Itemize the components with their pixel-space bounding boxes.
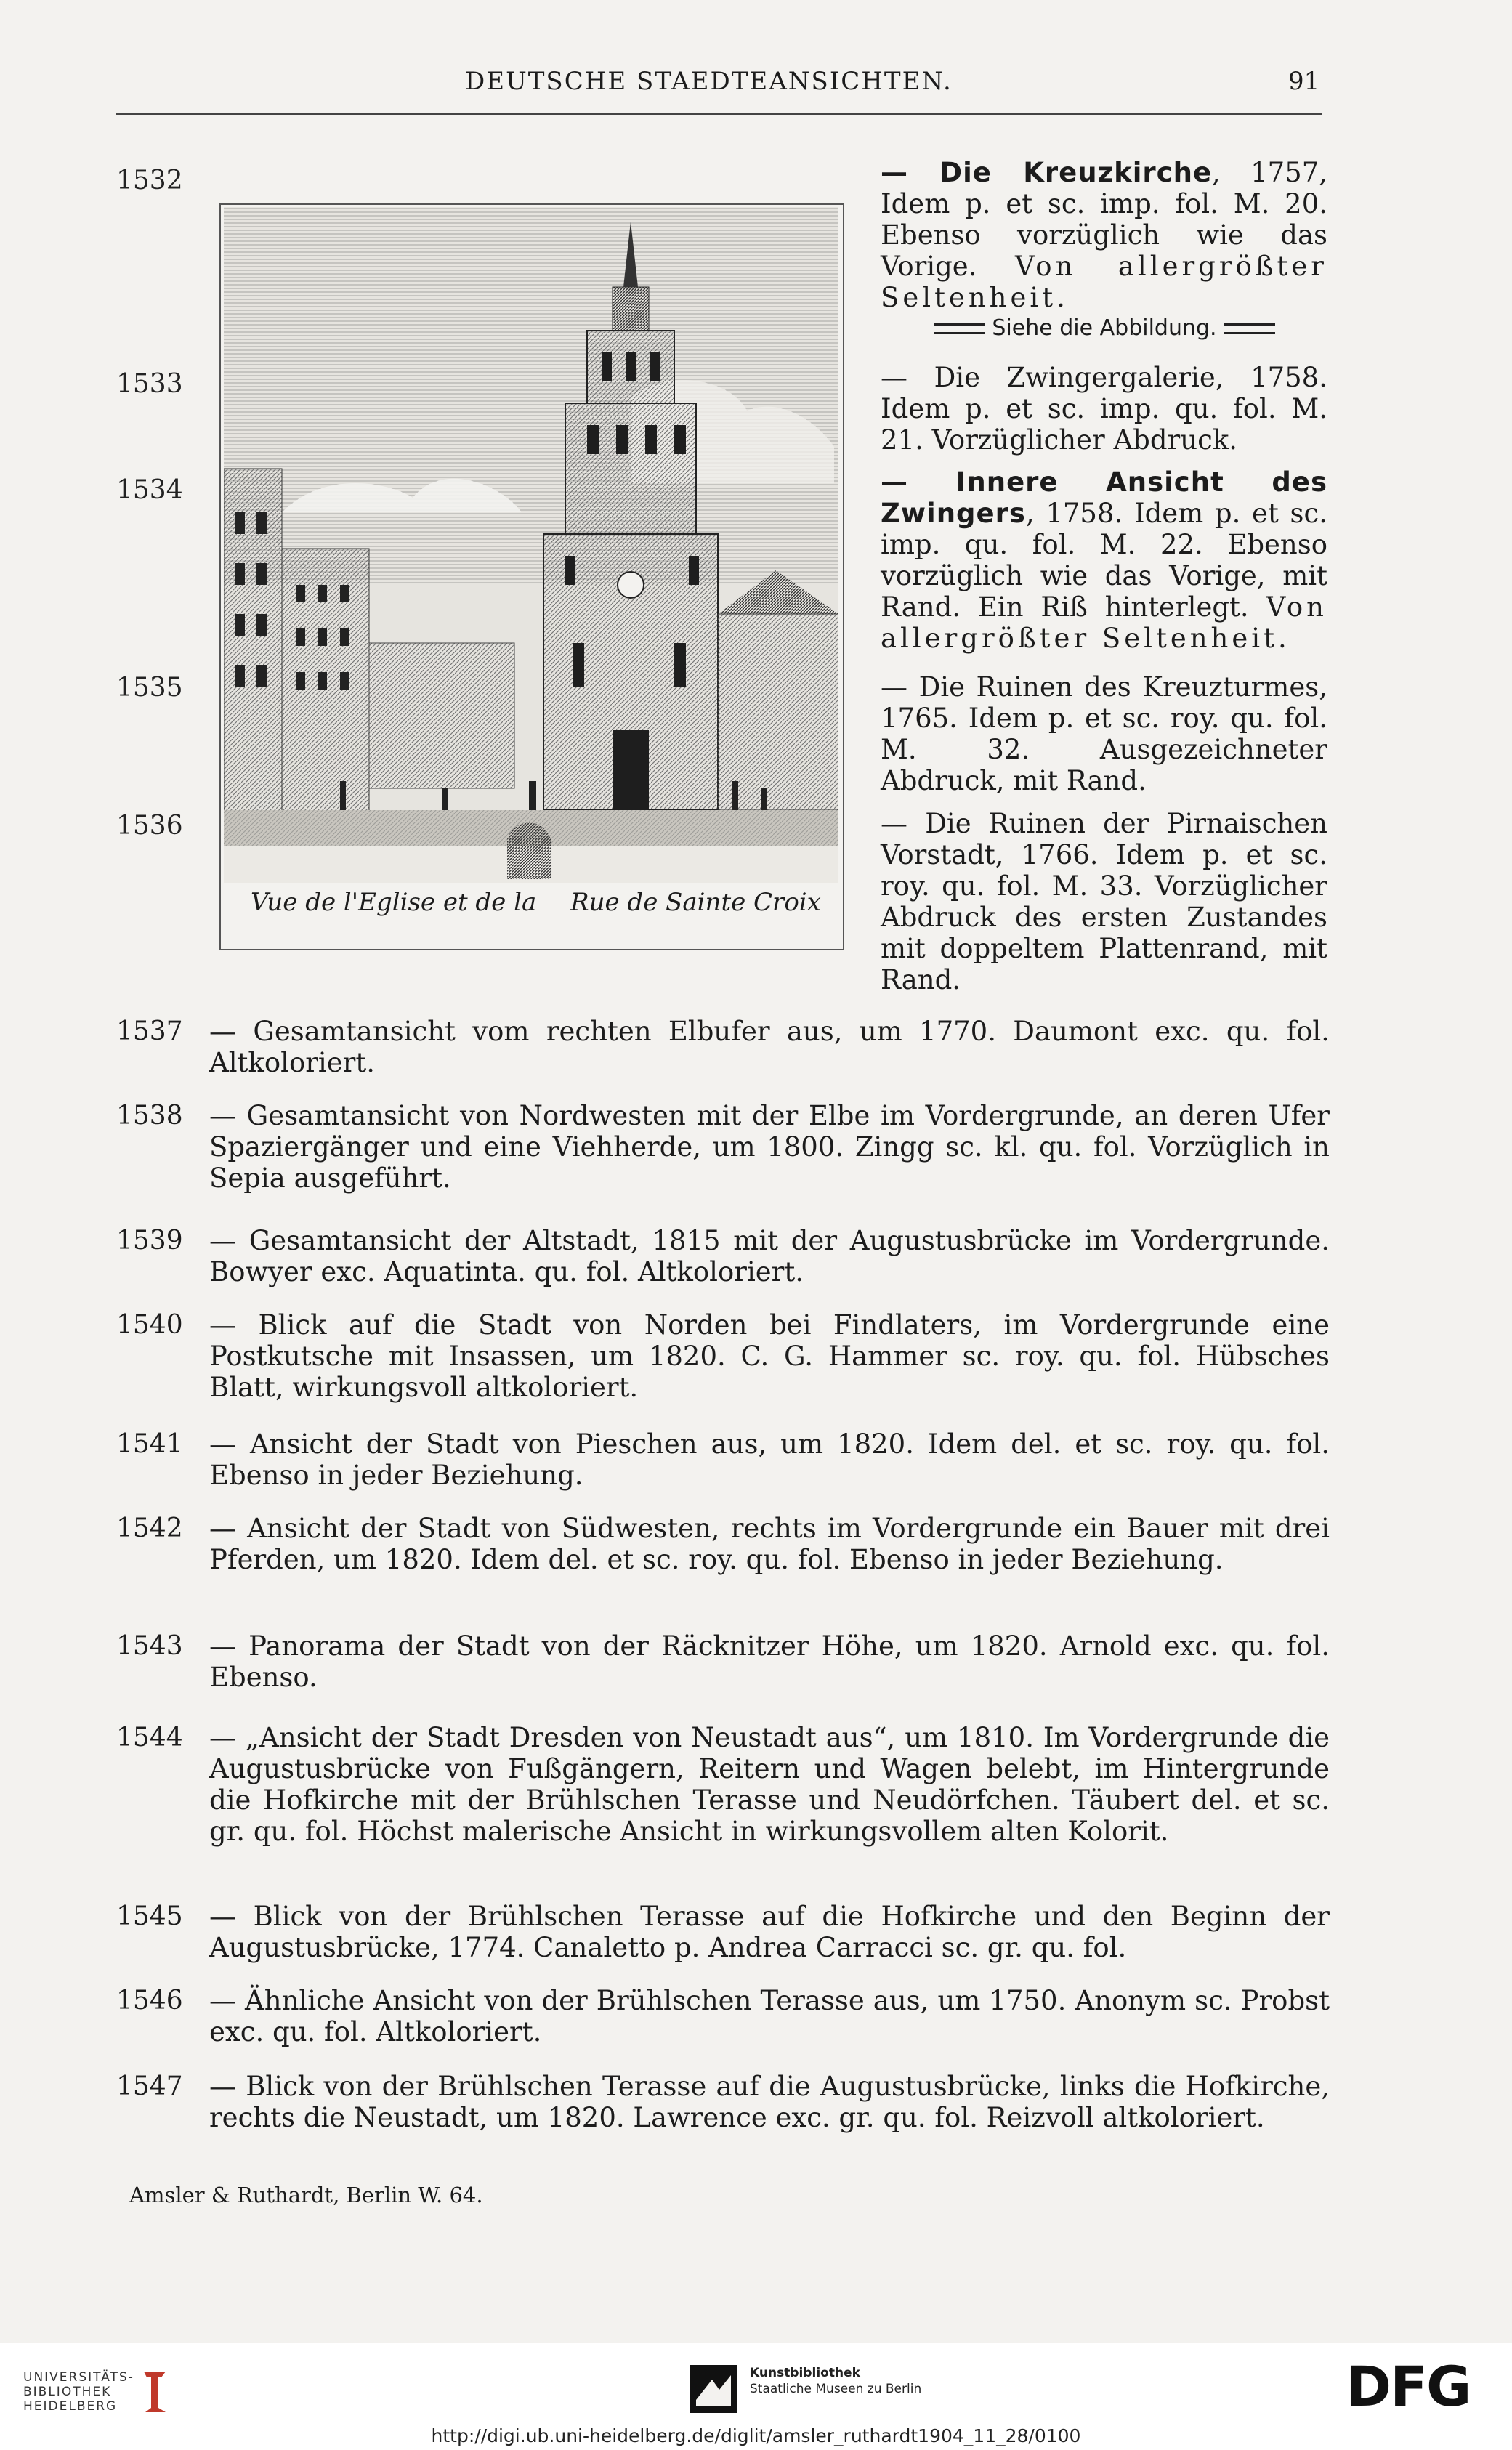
entry-text: — Ansicht der Stadt von Pieschen aus, um 1820. Idem del. et sc. roy. qu. fol. Ebenso in jeder Beziehung. xyxy=(209,1428,1330,1491)
entry-number: 1544 xyxy=(116,1723,183,1752)
publisher-line: Amsler & Ruthardt, Berlin W. 64. xyxy=(129,2183,483,2207)
catalog-entry xyxy=(116,1016,1330,1078)
kunstbibliothek-logo-icon xyxy=(690,2365,737,2413)
catalog-entry xyxy=(116,1309,1330,1403)
entry-number: 1536 xyxy=(116,811,183,841)
entry-text: — Ähnliche Ansicht von der Brühlschen Terasse aus, um 1750. Anonym sc. Probst exc. qu. fol. Altkoloriert. xyxy=(209,1985,1330,2047)
entry-text: — Blick auf die Stadt von Norden bei Findlaters, im Vordergrunde eine Postkutsche mit Insassen, um 1820. C. G. Hammer sc. roy. qu. fol. Hübsches Blatt, wirkungsvoll altkoloriert. xyxy=(209,1309,1330,1403)
entry-number: 1537 xyxy=(116,1016,183,1046)
entry-number: 1535 xyxy=(116,673,183,703)
entry-number: 1542 xyxy=(116,1513,183,1543)
entry-text: — Panorama der Stadt von der Räcknitzer Höhe, um 1820. Arnold exc. qu. fol. Ebenso. xyxy=(209,1630,1330,1693)
university-logo-icon xyxy=(137,2369,173,2415)
entry-text: — Gesamtansicht vom rechten Elbufer aus, um 1770. Daumont exc. qu. fol. Altkoloriert. xyxy=(209,1016,1330,1078)
entry-text: — Blick von der Brühlschen Terasse auf die Augustusbrücke, links die Hofkirche, rechts die Neustadt, um 1820. Lawrence exc. gr. qu. fol. Reizvoll altkoloriert. xyxy=(209,2071,1330,2133)
entry-text: — Blick von der Brühlschen Terasse auf die Hofkirche und den Beginn der Augustusbrücke, 1774. Canaletto p. Andrea Carracci sc. gr. qu. fol. xyxy=(209,1901,1330,1963)
catalog-entry xyxy=(116,1100,1330,1194)
entry-title: — Die Kreuzkirche xyxy=(881,157,1213,188)
illustration-note: Siehe die Abbildung. xyxy=(901,315,1308,341)
entry-number: 1543 xyxy=(116,1631,183,1661)
entry-text: — Die Ruinen der Pirnaischen Vorstadt, 1766. Idem p. et sc. roy. qu. fol. M. 33. Vorzüglicher Abdruck des ersten Zustandes mit doppeltem Plattenrand, mit Rand. xyxy=(881,808,1327,995)
catalog-entry xyxy=(116,1630,1330,1693)
dfg-logo: DFG xyxy=(1346,2354,1471,2419)
entry-text: — „Ansicht der Stadt Dresden von Neustadt aus“, um 1810. Im Vordergrunde die Augustusbrücke von Fußgängern, Reitern und Wagen belebt, im Hintergrunde die Hofkirche mit der Brühlschen Terasse und Neudörfchen. Täubert del. et sc. gr. qu. fol. Höchst malerische Ansicht in wirkungsvollem alten Kolorit. xyxy=(209,1722,1330,1847)
running-header-title: DEUTSCHE STAEDTEANSICHTEN. xyxy=(465,67,953,96)
permalink-url[interactable]: http://digi.ub.uni-heidelberg.de/diglit/amsler_ruthardt1904_11_28/0100 xyxy=(431,2425,1081,2446)
entry-text: — Ansicht der Stadt von Südwesten, rechts im Vordergrunde ein Bauer mit drei Pferden, um 1820. Idem del. et sc. roy. qu. fol. Ebenso in jeder Beziehung. xyxy=(209,1513,1330,1575)
note-rule-right xyxy=(1224,323,1275,334)
entry-number: 1533 xyxy=(116,369,183,399)
entry-title: — Innere Ansicht des Zwingers xyxy=(881,466,1327,529)
entry-number: 1541 xyxy=(116,1429,183,1459)
entry-text: — Die Kreuzkirche, 1757, Idem p. et sc. imp. fol. M. 20. Ebenso vorzüglich wie das Vorige. Von allergrößter Seltenheit. xyxy=(881,157,1327,313)
plate-caption-right: Rue de Sainte Croix xyxy=(570,888,821,917)
catalog-entry xyxy=(116,1225,1330,1287)
entry-text: — Gesamtansicht der Altstadt, 1815 mit der Augustusbrücke im Vordergrunde. Bowyer exc. Aquatinta. qu. fol. Altkoloriert. xyxy=(209,1225,1330,1287)
entry-number: 1532 xyxy=(116,166,183,195)
catalog-entry xyxy=(116,2071,1330,2133)
entry-text: — Die Zwingergalerie, 1758. Idem p. et sc. imp. qu. fol. M. 21. Vorzüglicher Abdruck. xyxy=(881,362,1327,456)
plate-caption-left: Vue de l'Eglise et de la xyxy=(251,888,537,917)
entry-text: — Die Ruinen des Kreuzturmes, 1765. Idem p. et sc. roy. qu. fol. M. 32. Ausgezeichneter Abdruck, mit Rand. xyxy=(881,671,1327,796)
catalog-entry xyxy=(116,1428,1330,1491)
kunstbibliothek-label: Kunstbibliothek Staatliche Museen zu Berlin xyxy=(750,2366,922,2396)
catalog-entry xyxy=(116,1985,1330,2047)
note-rule-left xyxy=(934,323,985,334)
entry-number: 1547 xyxy=(116,2071,183,2101)
catalog-entry xyxy=(116,1513,1330,1575)
catalog-entry xyxy=(116,1901,1330,1963)
entry-text: — Innere Ansicht des Zwingers, 1758. Idem p. et sc. imp. qu. fol. M. 22. Ebenso vorzüglich wie das Vorige, mit Rand. Ein Riß hinterlegt. Von allergrößter Seltenheit. xyxy=(881,466,1327,654)
university-library-label: UNIVERSITÄTS- BIBLIOTHEK HEIDELBERG xyxy=(23,2370,134,2414)
entry-number: 1540 xyxy=(116,1310,183,1340)
entry-number: 1538 xyxy=(116,1101,183,1131)
entry-number: 1545 xyxy=(116,1901,183,1931)
engraving-kreuzkirche-image xyxy=(224,207,838,883)
entry-number: 1534 xyxy=(116,475,183,505)
entry-text: — Gesamtansicht von Nordwesten mit der Elbe im Vordergrunde, an deren Ufer Spaziergänger und eine Viehherde, um 1800. Zingg sc. kl. qu. fol. Vorzüglich in Sepia ausgeführt. xyxy=(209,1100,1330,1194)
catalog-entry xyxy=(116,1722,1330,1847)
entry-number: 1539 xyxy=(116,1226,183,1256)
page-number: 91 xyxy=(1288,67,1320,96)
entry-number: 1546 xyxy=(116,1986,183,2016)
header-rule xyxy=(116,113,1322,115)
